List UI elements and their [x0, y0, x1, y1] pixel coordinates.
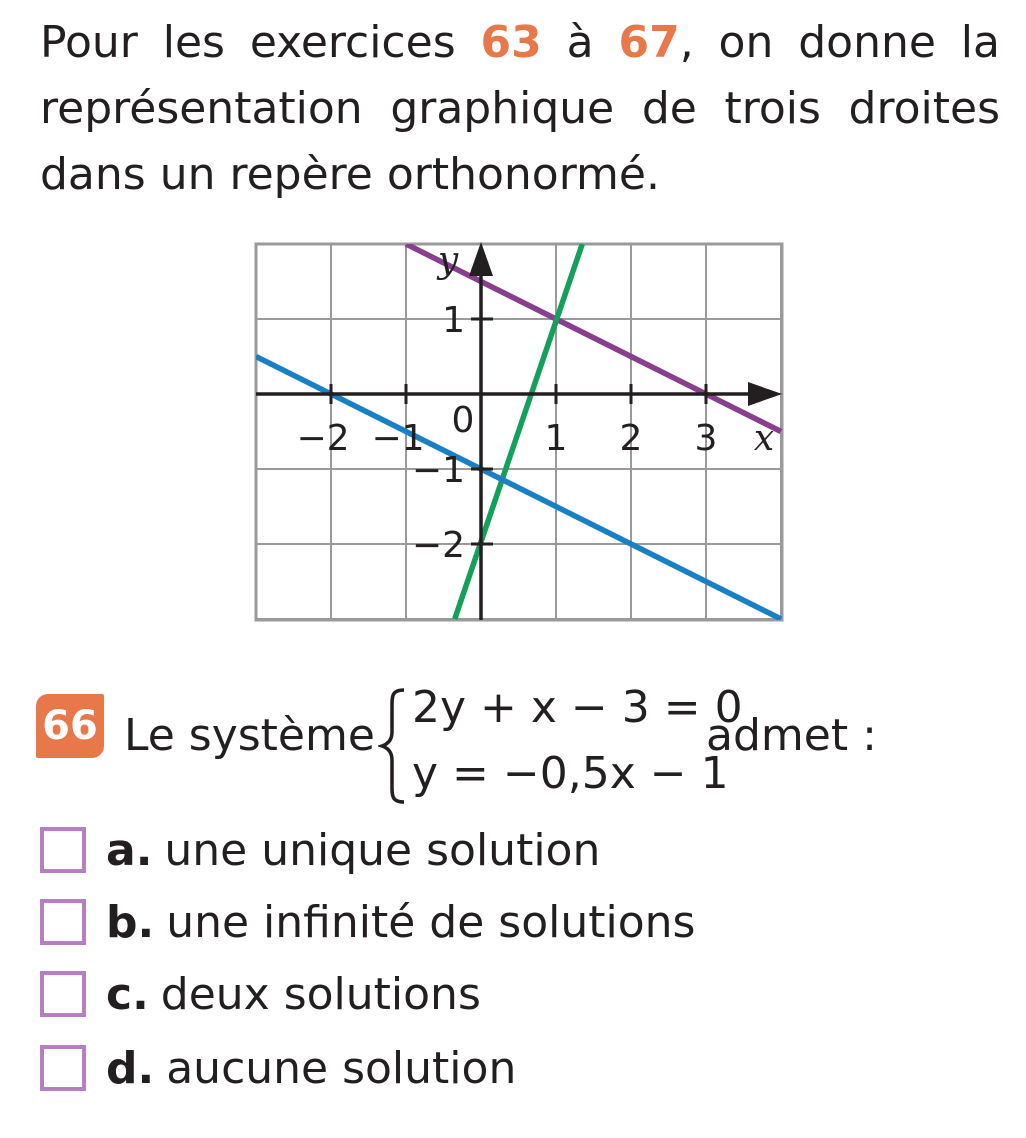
- intro-text: [40, 10, 1000, 208]
- system-brace-icon: [378, 686, 408, 806]
- intro-prefix: Pour les exercices: [40, 17, 481, 68]
- equation-1: 2y + x − 3 = 0: [412, 682, 743, 733]
- x-tick-label: 1: [544, 418, 568, 459]
- option-a[interactable]: [40, 822, 600, 878]
- option-d-text: aucune solution: [166, 1042, 517, 1094]
- exercise-range-end: 67: [618, 17, 680, 68]
- y-axis-label: y: [437, 240, 459, 281]
- exercise-range-start: 63: [480, 17, 542, 68]
- x-axis-arrow-icon: [748, 382, 782, 406]
- option-b[interactable]: [40, 894, 695, 950]
- x-tick-label: −2: [296, 418, 350, 459]
- option-a-letter: a.: [106, 824, 153, 876]
- checkbox-b[interactable]: [40, 899, 86, 945]
- exercise-number-badge: 66: [36, 694, 104, 758]
- x-axis-label: x: [753, 418, 775, 459]
- question-suffix: admet :: [706, 710, 877, 761]
- equation-2: y = −0,5x − 1: [412, 748, 729, 799]
- intro-suffix: , on donne la représentation graphique de trois droites dans un repère orthonormé.: [40, 17, 1000, 200]
- checkbox-d[interactable]: [40, 1045, 86, 1091]
- checkbox-c[interactable]: [40, 971, 86, 1017]
- y-tick-label: −2: [411, 525, 465, 566]
- checkbox-a[interactable]: [40, 827, 86, 873]
- option-b-letter: b.: [106, 896, 155, 948]
- option-c-letter: c.: [106, 968, 149, 1020]
- option-c-text: deux solutions: [160, 968, 481, 1020]
- option-d-letter: d.: [106, 1042, 155, 1094]
- y-axis-arrow-icon: [469, 242, 493, 276]
- x-tick-label: 2: [619, 418, 643, 459]
- origin-label: 0: [451, 400, 475, 441]
- tick-labels: [296, 240, 774, 566]
- intro-middle: à: [541, 17, 619, 68]
- x-tick-label: −1: [371, 418, 425, 459]
- y-tick-label: −1: [411, 450, 465, 491]
- option-d[interactable]: [40, 1040, 516, 1096]
- series-line-3: [256, 357, 781, 620]
- y-tick-label: 1: [442, 300, 465, 341]
- x-tick-label: 3: [694, 418, 718, 459]
- option-b-text: une infinité de solutions: [166, 896, 696, 948]
- option-a-text: une unique solution: [164, 824, 601, 876]
- line-graph: [252, 240, 786, 624]
- option-c[interactable]: [40, 966, 481, 1022]
- question-prompt: Le système: [124, 710, 375, 761]
